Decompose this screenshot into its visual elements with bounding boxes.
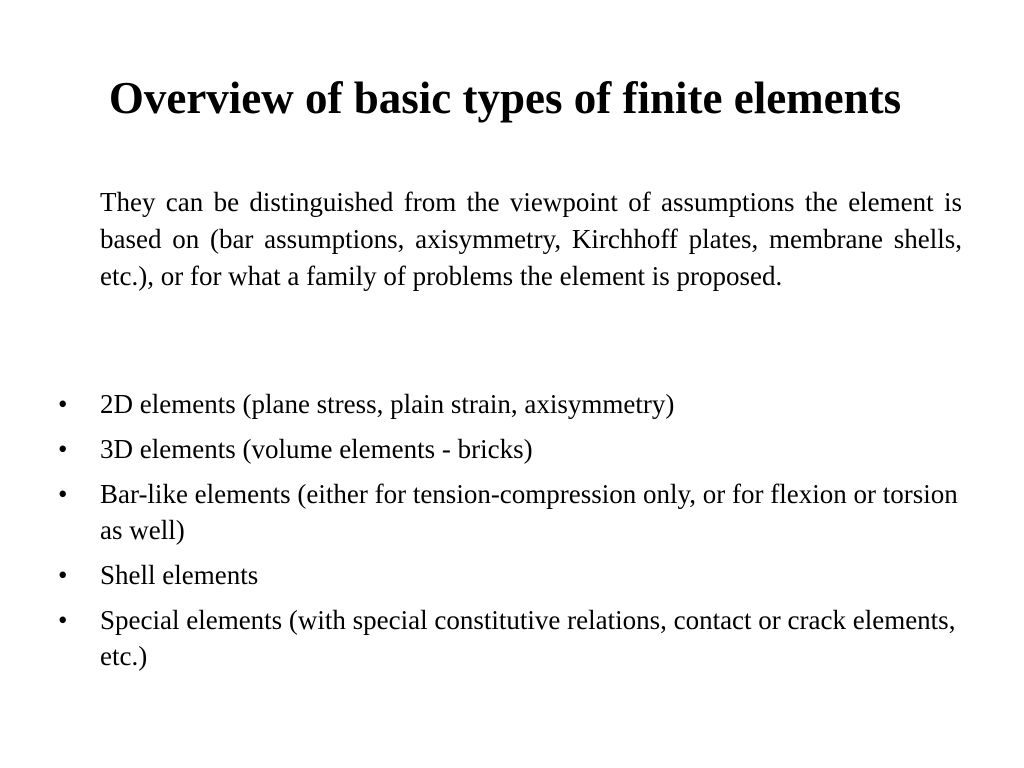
list-item — [0, 431, 965, 467]
bullet-text: Special elements (with special constitutive relations, contact or crack elements, etc.) — [100, 605, 956, 671]
bullet-marker: • — [58, 479, 68, 509]
bullet-text: 2D elements (plane stress, plain strain, axisymmetry) — [100, 389, 675, 419]
bullet-text: Bar-like elements (either for tension-compression only, or for flexion or torsion as well) — [100, 479, 958, 545]
intro-paragraph: They can be distinguished from the viewpoint of assumptions the element is based on (bar assumptions, axisymmetry, Kirchhoff plates, membrane shells, etc.), or for what a family of problems the element is proposed. — [100, 187, 962, 291]
list-item — [0, 476, 965, 548]
bullet-list — [0, 386, 1024, 683]
bullet-text: Shell elements — [100, 560, 259, 590]
slide-title: Overview of basic types of finite elements — [108, 73, 902, 123]
bullet-marker: • — [58, 605, 68, 635]
bullet-marker: • — [58, 389, 68, 419]
list-item — [0, 386, 965, 422]
bullet-text: 3D elements (volume elements - bricks) — [100, 434, 533, 464]
bullet-marker: • — [58, 560, 68, 590]
list-item — [0, 557, 965, 593]
bullet-marker: • — [58, 434, 68, 464]
list-item — [0, 602, 965, 674]
